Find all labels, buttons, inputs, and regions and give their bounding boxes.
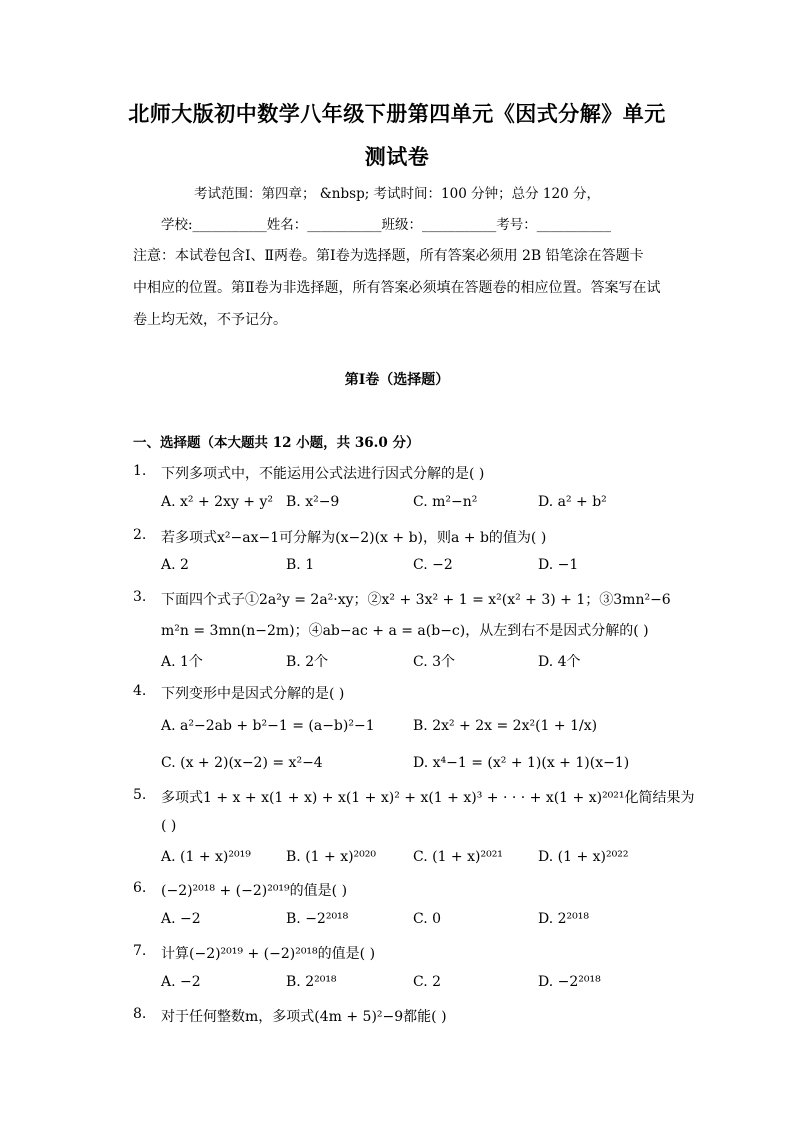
- option-c: C. 3个: [413, 654, 456, 670]
- question-text: (−2)²⁰¹⁸ + (−2)²⁰¹⁹的值是( ): [161, 883, 348, 899]
- option-a: A. (1 + x)²⁰¹⁹: [161, 849, 251, 865]
- question-text: 多项式1 + x + x(1 + x) + x(1 + x)² + x(1 + x)³ + · · · + x(1 + x)²⁰²¹化简结果为: [161, 790, 695, 806]
- notice-line-1: 注意：本试卷包含Ⅰ、Ⅱ两卷。第Ⅰ卷为选择题，所有答案必须用 2B 铅笔涂在答题卡: [133, 248, 644, 264]
- option-c: C. m²−n²: [413, 494, 478, 510]
- option-c: C. −2: [413, 557, 453, 573]
- question-number: 5.: [133, 787, 147, 803]
- option-c: C. 0: [413, 911, 442, 927]
- option-a: A. −2: [161, 974, 201, 990]
- option-a: A. 2: [161, 557, 189, 573]
- option-b: B. 1: [286, 557, 315, 573]
- question-text: 若多项式x²−ax−1可分解为(x−2)(x + b)，则a + b的值为( ): [161, 530, 547, 546]
- option-d: D. x⁴−1 = (x² + 1)(x + 1)(x−1): [413, 755, 630, 771]
- question-number: 6.: [133, 880, 147, 896]
- notice-line-3: 卷上均无效，不予记分。: [133, 312, 287, 328]
- question-number: 1.: [133, 463, 147, 479]
- option-d: D. −2²⁰¹⁸: [538, 974, 601, 990]
- option-c: C. 2: [413, 974, 442, 990]
- option-b: B. x²−9: [286, 494, 340, 510]
- option-a: A. 1个: [161, 654, 203, 670]
- option-d: D. 4个: [538, 654, 581, 670]
- part-heading: 一、选择题（本大题共 12 小题，共 36.0 分）: [133, 435, 420, 451]
- option-c: C. (x + 2)(x−2) = x²−4: [161, 755, 323, 771]
- question-number: 2.: [133, 527, 147, 543]
- option-a: A. x² + 2xy + y²: [161, 494, 274, 510]
- exam-info: 考试范围：第四章； &nbsp; 考试时间：100 分钟；总分 120 分，: [194, 186, 600, 202]
- option-b: B. 2²⁰¹⁸: [286, 974, 337, 990]
- question-number: 3.: [133, 589, 147, 605]
- question-text-continued: m²n = 3mn(n−2m)；④ab−ac + a = a(b−c)，从左到右不是因式分解的( ): [161, 623, 649, 639]
- option-a: A. a²−2ab + b²−1 = (a−b)²−1: [161, 718, 375, 734]
- option-b: B. 2x² + 2x = 2x²(1 + 1/x): [413, 718, 598, 734]
- question-text-continued: ( ): [161, 818, 177, 834]
- question-text: 对于任何整数m，多项式(4m + 5)²−9都能( ): [161, 1009, 447, 1025]
- question-number: 8.: [133, 1006, 147, 1022]
- question-number: 7.: [133, 943, 147, 959]
- question-text: 下面四个式子①2a²y = 2a²·xy；②x² + 3x² + 1 = x²(x² + 3) + 1；③3mn²−6: [161, 592, 671, 608]
- option-c: C. (1 + x)²⁰²¹: [413, 849, 503, 865]
- question-number: 4.: [133, 683, 147, 699]
- student-fields: 学校:___________姓名：___________班级：___________考号：___________: [161, 217, 612, 233]
- option-d: D. 2²⁰¹⁸: [538, 911, 589, 927]
- document-title-line1: 北师大版初中数学八年级下册第四单元《因式分解》单元: [128, 101, 666, 126]
- option-b: B. 2个: [286, 654, 329, 670]
- notice-line-2: 中相应的位置。第Ⅱ卷为非选择题，所有答案必须填在答题卷的相应位置。答案写在试: [133, 280, 661, 296]
- question-text: 下列多项式中，不能运用公式法进行因式分解的是( ): [161, 466, 485, 482]
- option-d: D. a² + b²: [538, 494, 607, 510]
- option-b: B. (1 + x)²⁰²⁰: [286, 849, 376, 865]
- question-text: 下列变形中是因式分解的是( ): [161, 686, 345, 702]
- document-title-line2: 测试卷: [364, 144, 430, 169]
- question-text: 计算(−2)²⁰¹⁹ + (−2)²⁰¹⁸的值是( ): [161, 946, 376, 962]
- section-title: 第Ⅰ卷（选择题）: [344, 372, 450, 388]
- option-a: A. −2: [161, 911, 201, 927]
- option-d: D. −1: [538, 557, 579, 573]
- option-b: B. −2²⁰¹⁸: [286, 911, 349, 927]
- option-d: D. (1 + x)²⁰²²: [538, 849, 629, 865]
